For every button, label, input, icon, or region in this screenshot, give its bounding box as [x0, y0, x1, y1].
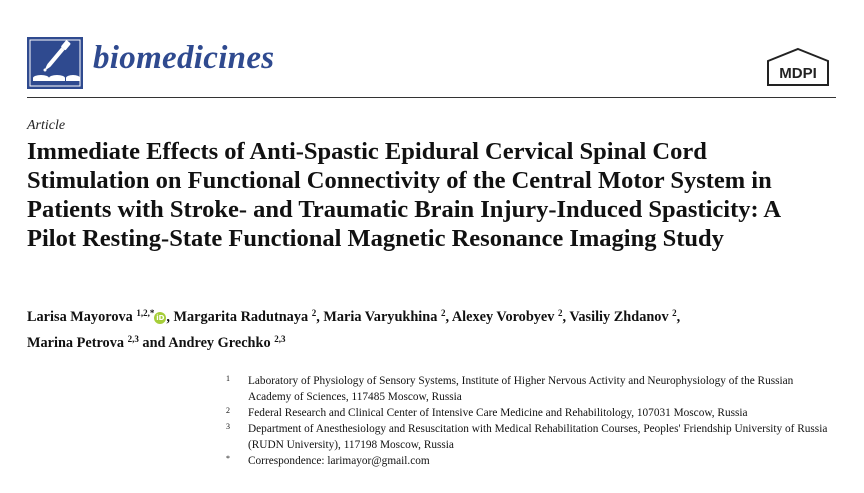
- affiliation-text: Correspondence: larimayor@gmail.com: [248, 455, 430, 467]
- author-name: Alexey Vorobyev: [451, 309, 558, 325]
- author-affiliation-mark: 1,2,*: [136, 308, 155, 318]
- author-name: Vasiliy Zhdanov: [569, 309, 673, 325]
- affiliation-mark: 3: [226, 422, 230, 431]
- journal-name: biomedicines: [93, 40, 275, 76]
- mdpi-logo: [765, 47, 831, 87]
- author-affiliation-mark: 2: [311, 308, 317, 318]
- header-divider: [27, 97, 836, 98]
- author-separator: ,: [166, 309, 174, 325]
- author-name: Marina Petrova: [27, 335, 128, 351]
- author-affiliation-mark: 2: [558, 308, 563, 318]
- affiliation-mark: 2: [226, 406, 230, 415]
- author-affiliation-mark: 2,3: [274, 334, 286, 344]
- author-affiliation-mark: 2,3: [127, 334, 139, 344]
- author-name: Andrey Grechko: [168, 335, 275, 351]
- affiliation-item: [226, 421, 836, 453]
- affiliation-item: [226, 453, 836, 469]
- affiliation-text: Federal Research and Clinical Center of Intensive Care Medicine and Rehabilitology, 107031 Moscow, Russia: [248, 407, 748, 419]
- affiliation-mark: 1: [226, 374, 230, 383]
- author-affiliation-mark: 2: [672, 308, 677, 318]
- affiliation-item: [226, 373, 836, 405]
- author-list: [27, 302, 827, 354]
- author-name: Maria Varyukhina: [323, 309, 441, 325]
- orcid-icon[interactable]: iD: [156, 314, 165, 322]
- article-type: Article: [27, 118, 66, 133]
- affiliation-mark: *: [226, 454, 230, 463]
- affiliation-item: [226, 405, 836, 421]
- author-name: Margarita Radutnaya: [173, 309, 312, 325]
- author-separator: ,: [316, 309, 324, 325]
- author-separator: ,: [676, 309, 681, 325]
- mdpi-logo-text: MDPI: [779, 65, 817, 82]
- journal-logo-icon: [27, 37, 83, 89]
- author-separator: ,: [562, 309, 570, 325]
- affiliation-text: Department of Anesthesiology and Resuscitation with Medical Rehabilitation Courses, Peoples' Friendship University of Russia (RUDN University), 117198 Moscow, Russia: [248, 423, 828, 451]
- affiliation-text: Laboratory of Physiology of Sensory Systems, Institute of Higher Nervous Activity and Neurophysiology of the Russian Academy of Sciences, 117485 Moscow, Russia: [248, 375, 794, 403]
- author-separator: and: [138, 335, 169, 351]
- article-title: Immediate Effects of Anti-Spastic Epidural Cervical Spinal Cord Stimulation on Functional Connectivity of the Central Motor System in Patients with Stroke- and Traumatic Brain Injury-Induced Spasticity: A Pilot Resting-State Functional Magnetic Resonance Imaging Study: [27, 138, 780, 252]
- author-separator: ,: [445, 309, 452, 325]
- author-name: Larisa Mayorova: [27, 309, 137, 325]
- affiliation-list: [226, 373, 836, 469]
- author-affiliation-mark: 2: [440, 308, 446, 318]
